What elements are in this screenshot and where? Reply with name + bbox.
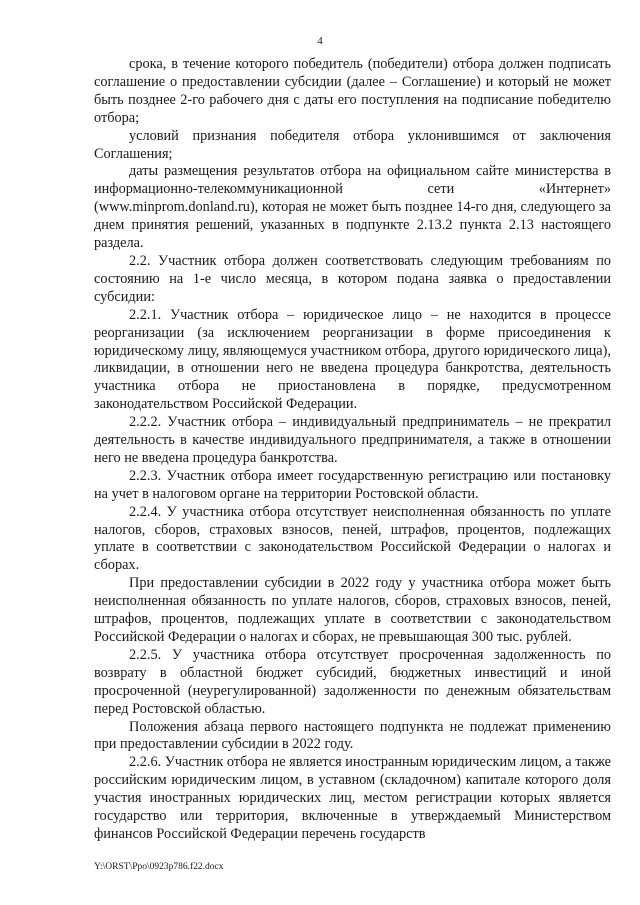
paragraph-deadline-sign: срока, в течение которого победитель (победители) отбора должен подписать соглашение о предоставлении субсидии (далее – Соглашение) и который не может быть позднее 2-го рабочего дня с даты его поступления на подписание победителю отбора; [94,56,611,126]
document-body [94,56,611,844]
paragraph-2-2-6: 2.2.6. Участник отбора не является иностранным юридическим лицом, а также российским юридическим лицом, в уставном (складочном) капитале которого доля участия иностранных юридических лиц, местом регистрации которых является государство или территория, включенные в утверждаемый Министерством финансов Российской Федерации перечень государств [94,754,611,842]
footer-file-path: Y:\ORST\Ppo\0923p786.f22.docx [94,862,224,872]
paragraph-2-2-5: 2.2.5. У участника отбора отсутствует просроченная задолженность по возврату в областной бюджет субсидий, бюджетных инвестиций и иной просроченной (неурегулированной) задолженности по денежным обязательствам перед Ростовской областью. [94,646,611,717]
paragraph-not-applicable-2022: Положения абзаца первого настоящего подпункта не подлежат применению при предоставлении субсидии в 2022 году. [94,718,611,753]
page-number: 4 [317,35,323,47]
paragraph-2-2-1: 2.2.1. Участник отбора – юридическое лицо – не находится в процессе реорганизации (за исключением реорганизации в форме присоединения к юридическому лицу, являющемуся участником отбора, другого юридического лица), ликвидации, в отношении него не введена процедура банкротства, деятельность участника отбора не приостановлена в порядке, предусмотренном законодательством Российской Федерации. [94,306,611,413]
paragraph-2-2-2: 2.2.2. Участник отбора – индивидуальный предприниматель – не прекратил деятельность в качестве индивидуального предпринимателя, а также в отношении него не введена процедура банкротства. [94,414,611,466]
paragraph-evasion-conditions: условий признания победителя отбора уклонившимся от заключения Соглашения; [94,127,611,162]
paragraph-publication-date: даты размещения результатов отбора на официальном сайте министерства в информационно-телекоммуникационной сети «Интернет» (www.minprom.donland.ru), которая не может быть позднее 14-го дня, следующего за днем принятия решений, указанных в подпункте 2.13.2 пункта 2.13 настоящего раздела. [94,163,611,252]
paragraph-2022-exception: При предоставлении субсидии в 2022 году у участника отбора может быть неисполненная обязанность по уплате налогов, сборов, страховых взносов, пеней, штрафов, процентов, подлежащих уплате в соответствии с законодательством Российской Федерации о налогах и сборах, не превышающая 300 тыс. рублей. [94,575,611,645]
paragraph-2-2-4: 2.2.4. У участника отбора отсутствует неисполненная обязанность по уплате налогов, сборов, страховых взносов, пеней, штрафов, процентов, подлежащих уплате в соответствии с законодательством Российской Федерации о налогах и сборах. [94,503,611,574]
paragraph-2-2-3: 2.2.3. Участник отбора имеет государственную регистрацию или постановку на учет в налоговом органе на территории Ростовской области. [94,467,611,502]
paragraph-2-2: 2.2. Участник отбора должен соответствовать следующим требованиям по состоянию на 1-е число месяца, в котором подана заявка о предоставлении субсидии: [94,252,611,305]
